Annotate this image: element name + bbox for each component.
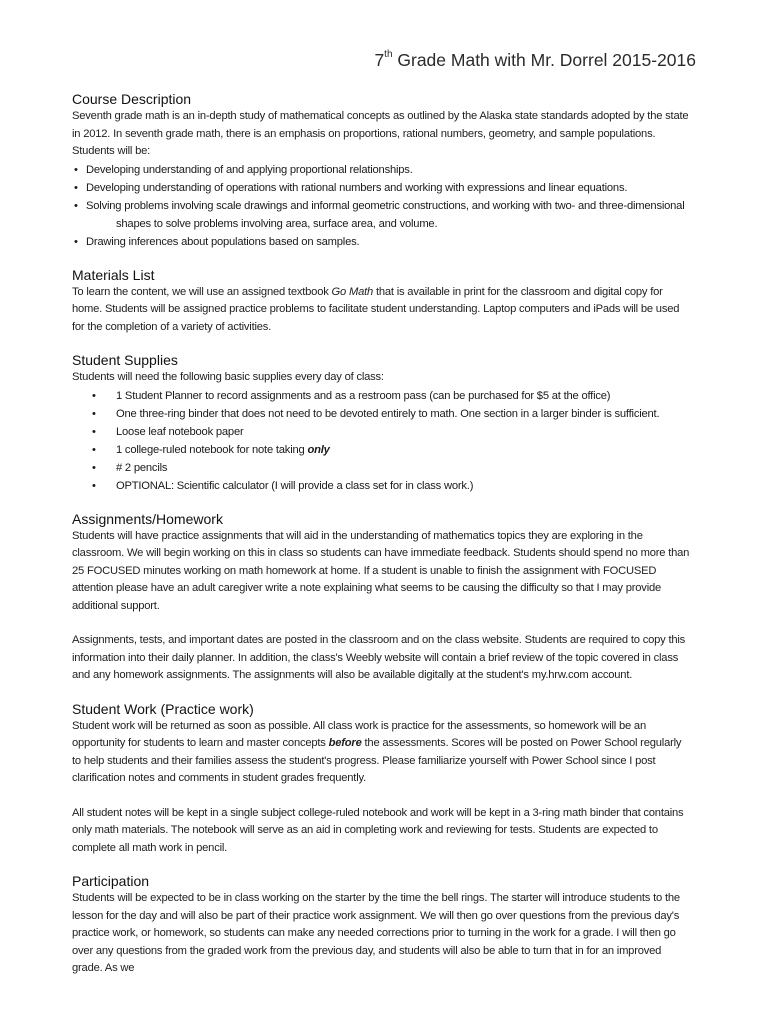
bullet-icon: •: [92, 443, 96, 456]
section-assignments-homework: [72, 510, 692, 685]
list-item: • # 2 pencils: [92, 459, 692, 477]
section-heading: Participation: [72, 873, 150, 889]
bullet-icon: •: [74, 181, 78, 194]
document-body: [72, 90, 692, 993]
section-paragraph: Students will need the following basic supplies every day of class:: [72, 371, 384, 383]
section-paragraph: Assignments, tests, and important dates are posted in the classroom and on the class website. Students are required to copy this information into their daily planner. In addition, the class's Weebly website will contain a brief review of the topic covered in class and any homework assignments. The assignments will also be available digitally at the student's my.hrw.com account.: [72, 634, 686, 681]
bullet-icon: •: [92, 425, 96, 438]
section-heading: Course Description: [72, 91, 192, 107]
section-participation: [72, 872, 692, 978]
bullet-icon: •: [92, 479, 96, 492]
section-student-work: [72, 700, 692, 858]
section-materials-list: [72, 266, 692, 337]
list-item: • 1 college-ruled notebook for note taking only: [92, 441, 692, 459]
section-heading: Materials List: [72, 266, 155, 283]
textbook-title: Go Math: [331, 285, 374, 298]
section-paragraph: Students will have practice assignments that will aid in the understanding of mathematics topics they are exploring in the classroom. We will begin working on this in class so students can have immediate feedback. Students should spend no more than 25 FOCUSED minutes working on math homework at home. If a student is unable to finish the assignment with FOCUSED attention please have an adult caregiver write a note explaining what seems to be causing the difficulty so that I may provide additional support.: [72, 529, 690, 612]
page-title: [374, 50, 696, 71]
list-item-continuation: shapes to solve problems involving area, surface area, and volume.: [116, 217, 438, 230]
list-item: • Loose leaf notebook paper: [92, 423, 692, 441]
section-paragraph: Seventh grade math is an in-depth study of mathematical concepts as outlined by the Alaska state standards adopted by the state in 2012. In seventh grade math, there is an emphasis on proportions, rational numbers, geometry, and sample populations. Students will be:: [72, 110, 689, 157]
bullet-icon: •: [92, 389, 96, 402]
section-course-description: [72, 90, 692, 251]
list-item: • One three-ring binder that does not need to be devoted entirely to math. One section in a larger binder is sufficient.: [92, 405, 692, 423]
section-paragraph: To learn the content, we will use an assigned textbook Go Math that is available in print for the classroom and digital copy for home. Students will be assigned practice problems to facilitate student understanding. Laptop computers and iPads will be used for the completion of a variety of activities.: [72, 285, 680, 333]
section-paragraph: Students will be expected to be in class working on the starter by the time the bell rings. The starter will introduce students to the lesson for the day and will also be part of their practice work assignment. We will then go over questions from the previous day's practice work, or homework, so students can make any needed corrections prior to turning in the work for a grade. I will then go over any questions from the graded work from the previous day, and students will also be able to turn that in for an improved grade. As we: [72, 892, 680, 974]
bullet-icon: •: [74, 163, 78, 176]
section-heading: Student Supplies: [72, 352, 178, 368]
emphasis-text: only: [307, 443, 330, 456]
section-paragraph: All student notes will be kept in a single subject college-ruled notebook and work will be kept in a 3-ring math binder that contains only math materials. The notebook will serve as an aid in completing work and reviewing for tests. Students are expected to complete all math work in pencil.: [72, 806, 684, 854]
bullet-list: [72, 161, 692, 251]
title-superscript: th: [384, 49, 393, 60]
title-grade-number: 7: [374, 50, 385, 70]
section-heading: Student Work (Practice work): [72, 700, 254, 717]
list-item: • Developing understanding of and applying proportional relationships.: [72, 161, 692, 179]
supplies-list: [72, 387, 692, 495]
list-item: • OPTIONAL: Scientific calculator (I will provide a class set for in class work.): [92, 477, 692, 495]
list-item: • Developing understanding of operations with rational numbers and working with expressions and linear equations.: [72, 179, 692, 197]
list-item: • Drawing inferences about populations based on samples.: [72, 233, 692, 251]
section-paragraph: Student work will be returned as soon as possible. All class work is practice for the assessments, so homework will be an opportunity for students to learn and master concepts before the assessments. Scores will be posted on Power School regularly to help students and their families assess the student's progress. Please familiarize yourself with Power School since I post clarification notes and comments in student grades frequently.: [72, 719, 682, 784]
bullet-icon: •: [74, 199, 78, 212]
list-item: • 1 Student Planner to record assignments and as a restroom pass (can be purchased for $5 at the office): [92, 387, 692, 405]
bullet-icon: •: [74, 235, 78, 248]
emphasis-text: before: [328, 737, 362, 749]
list-item: • Solving problems involving scale drawings and informal geometric constructions, and working with two- and three-dimensional shapes to solve problems involving area, surface area, and volume.: [72, 197, 692, 233]
section-heading: Assignments/Homework: [72, 510, 223, 527]
bullet-icon: •: [92, 461, 96, 474]
section-student-supplies: [72, 351, 692, 495]
title-text: Grade Math with Mr. Dorrel 2015-2016: [392, 50, 696, 70]
bullet-icon: •: [92, 407, 96, 420]
